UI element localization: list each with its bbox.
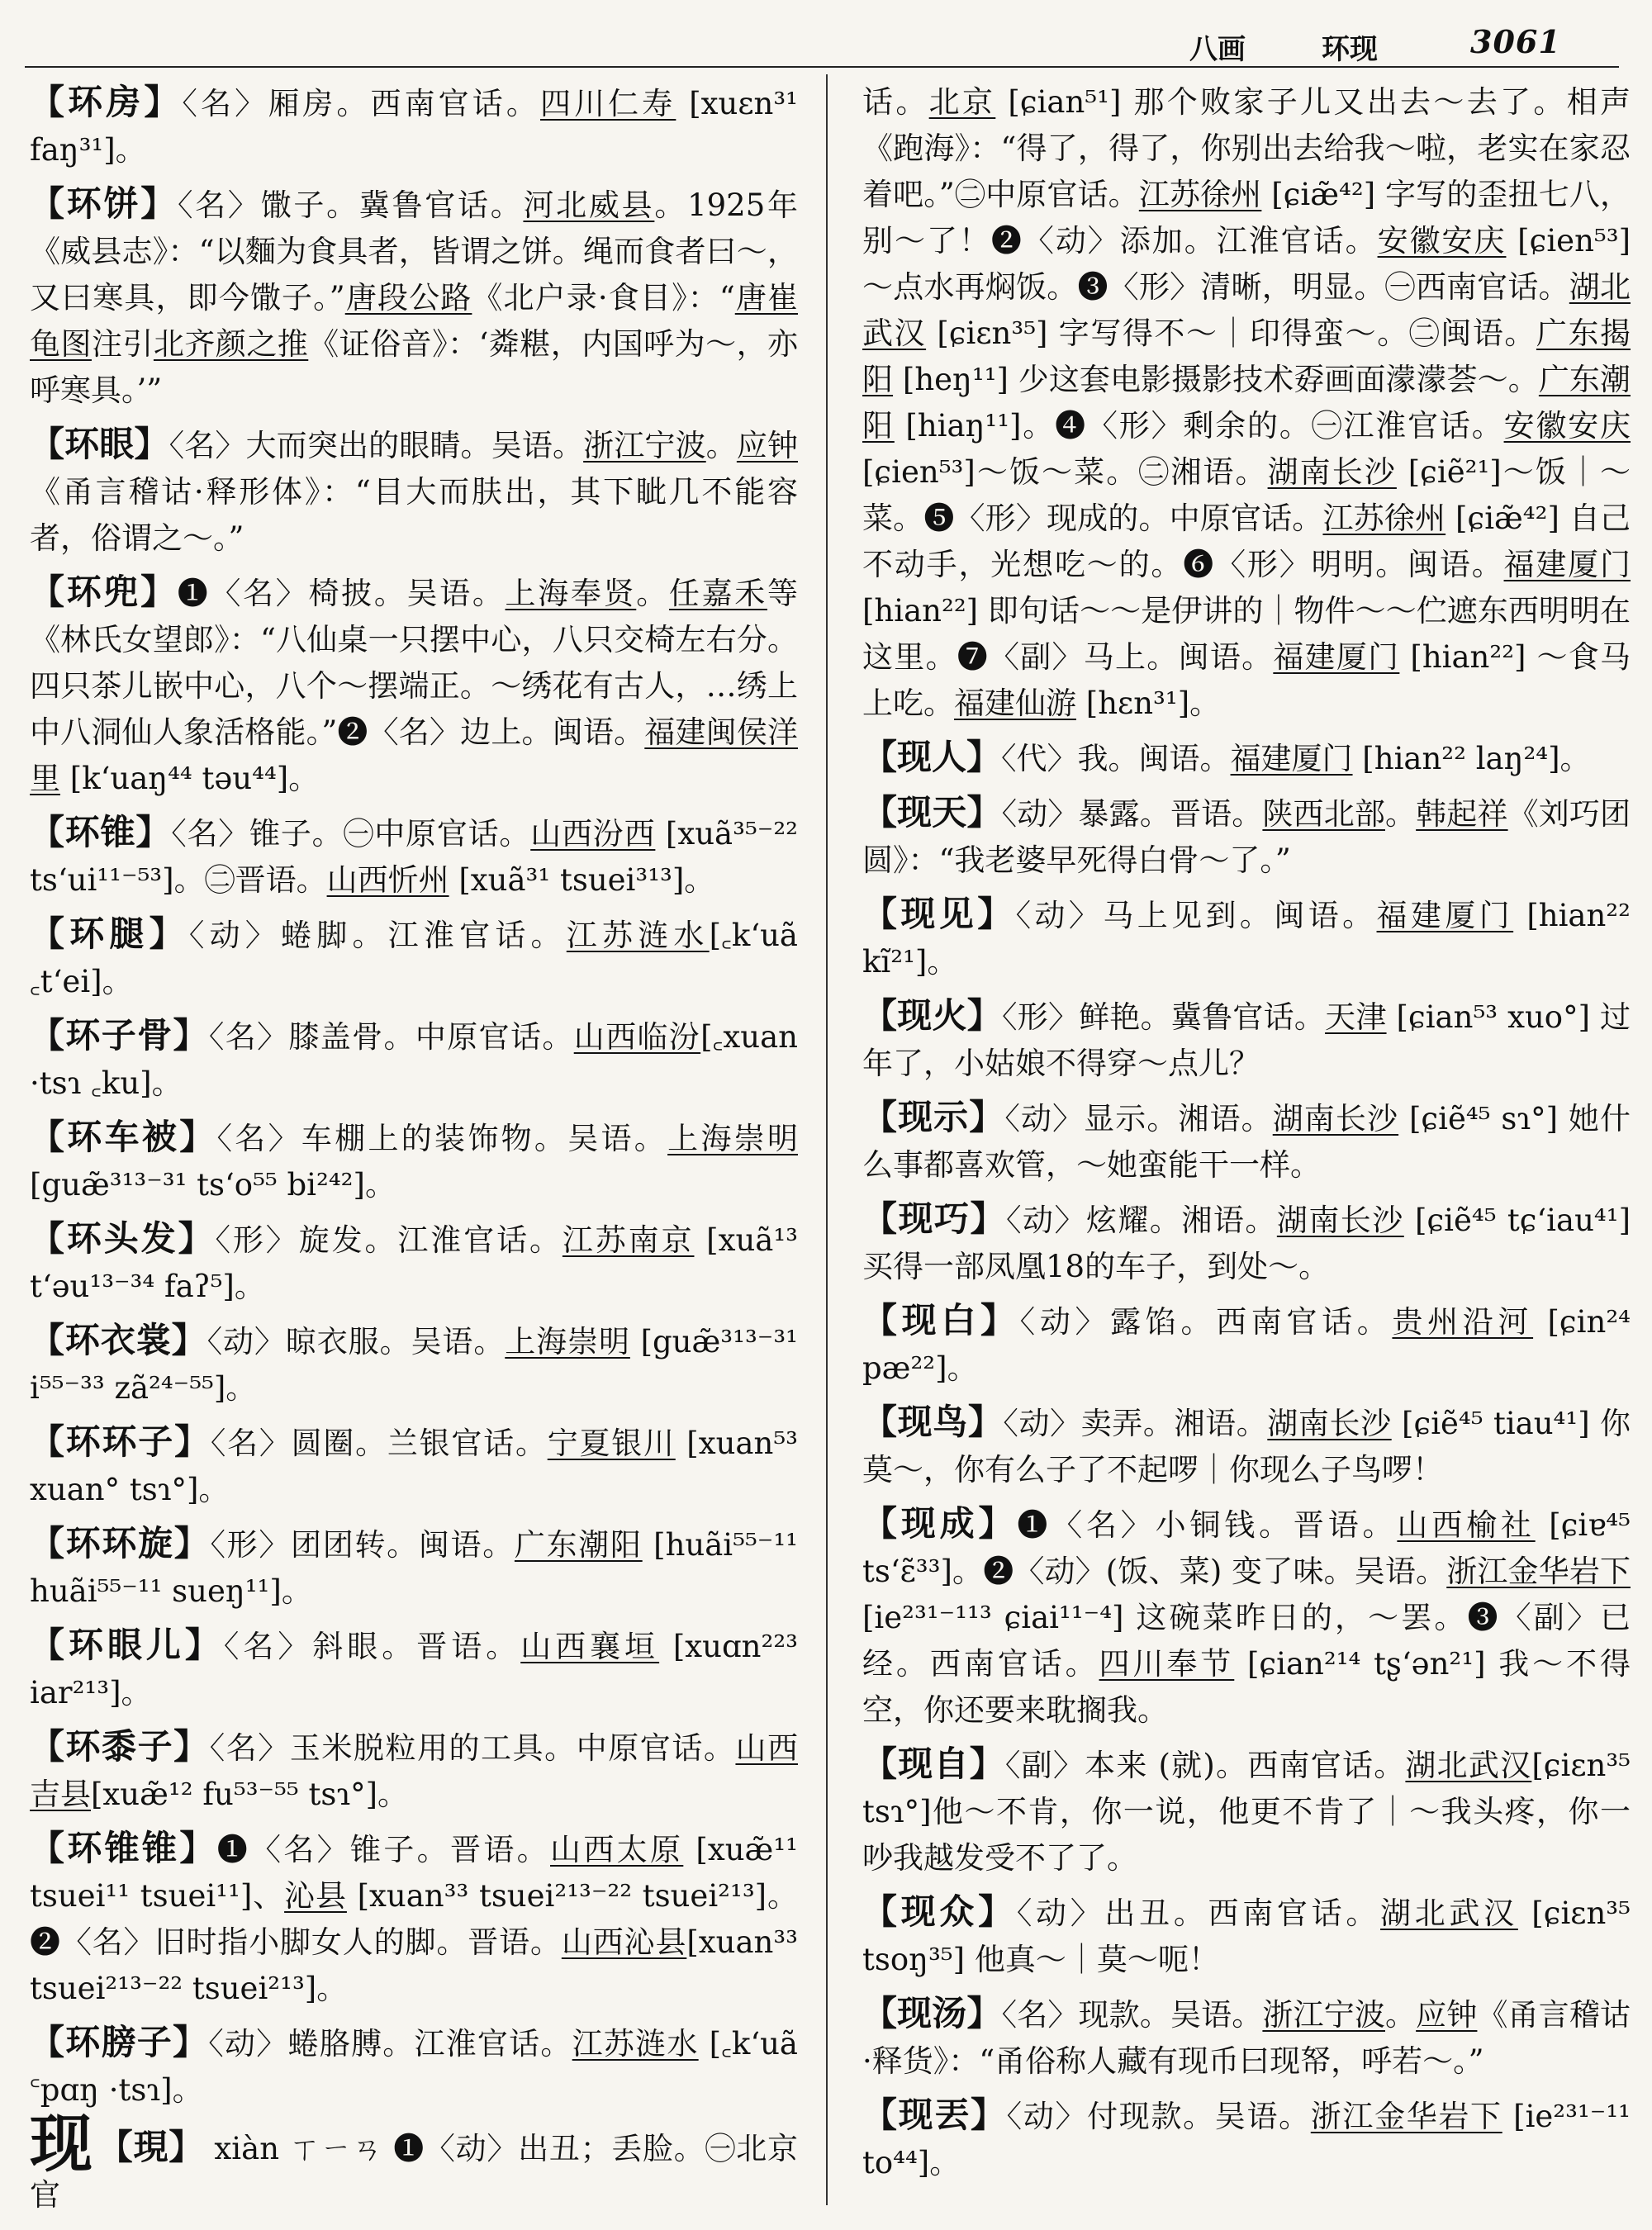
traditional-form: 【 現 】 (98, 2127, 204, 2167)
entry-headword: 【 环车被 】 (30, 1117, 216, 1157)
entry-headword: 【 现人 】 (862, 737, 1001, 777)
dictionary-entry (30, 1114, 798, 1208)
entry-headword: 【 现白 】 (862, 1300, 1020, 1340)
entry-definition: 〈动〉晾衣服。吴语。上海崇明 [guæ̃³¹³⁻³¹ i⁵⁵⁻³³ zã²⁴⁻⁵⁵]。 (30, 1324, 798, 1406)
entry-definition: 〈名〉圆圈。兰银官话。宁夏银川 [xuan⁵³ xuan° tsɿ°]。 (30, 1426, 798, 1507)
entry-headword: 【 现示 】 (862, 1097, 1004, 1137)
header-rule (25, 66, 1619, 68)
dictionary-entry (30, 1419, 798, 1513)
entry-definition: 〈动〉显示。湘语。湖南长沙 [ɕiẽ⁴⁵ sɿ°] 她什么事都喜欢管，～她蛮能干一样。 (862, 1101, 1631, 1183)
entry-headword: 【 环房 】 (30, 82, 182, 122)
dictionary-entry (862, 1399, 1631, 1493)
right-column (862, 79, 1631, 2194)
entry-definition: 〈名〉厢房。西南官话。四川仁寿 [xuɛn³¹ faŋ³¹]。 (30, 86, 799, 168)
entry-definition: 〈形〉旋发。江淮官话。江苏南京 [xuã¹³ t‘əu¹³⁻³⁴ faʔ⁵]。 (30, 1222, 798, 1304)
entry-definition: 〈代〉我。闽语。福建厦门 [hian²² laŋ²⁴]。 (1001, 741, 1591, 776)
header-characters: 环现 (1322, 33, 1378, 66)
entry-headword: 【 环环旋 】 (30, 1523, 210, 1563)
entry-definition: 〈形〉团团转。闽语。广东潮阳 [huãi⁵⁵⁻¹¹ huãi⁵⁵⁻¹¹ sueŋ¹¹]。 (30, 1527, 798, 1609)
dictionary-entry (862, 993, 1631, 1087)
entry-definition: 〈动〉露馅。西南官话。贵州沿河 [ɕin²⁴ pæ²²]。 (862, 1304, 1631, 1386)
entry-headword: 【 环腿 】 (30, 913, 189, 954)
entry-definition: ❶〈名〉小铜钱。晋语。山西榆社 [ɕiɐ⁴⁵ ts‘ɛ̃³³]。❷〈动〉(饭、菜) 变了味。吴语。浙江金华岩下 [ie²³¹⁻¹¹³ ɕiai¹¹⁻⁴] 这碗菜昨日的，～罢。❸〈副〉已经。西南官话。四川奉节 [ɕian²¹⁴ tʂ‘ən²¹] 我～不得空，你还要来耽搁我。 (862, 1507, 1631, 1728)
entry-headword: 【 环饼 】 (30, 183, 178, 224)
entry-definition: 〈名〉现款。吴语。浙江宁波。应钟《甬言稽诂·释货》：“甬俗称人藏有现币曰现帑，呼若～。” (862, 1997, 1631, 2079)
dictionary-entry (862, 1196, 1631, 1290)
page-header (1140, 23, 1602, 73)
dictionary-entry (862, 1094, 1631, 1189)
character-entry (30, 2107, 798, 2218)
dictionary-entry (862, 891, 1631, 985)
dictionary-entry (862, 1889, 1631, 1983)
dictionary-entry (862, 1741, 1631, 1881)
entry-headword: 【 环锥锥 】 (30, 1828, 217, 1868)
entry-headword: 【 环膀子 】 (30, 2022, 208, 2062)
page-number: 3061 (1470, 23, 1561, 60)
section-label: 八画 (1189, 33, 1246, 66)
dictionary-entry (30, 79, 798, 173)
entry-headword: 【 环眼儿 】 (30, 1625, 224, 1665)
dictionary-entry (30, 1013, 798, 1107)
entry-definition: 话。北京 [ɕian⁵¹] 那个败家子儿又出去～去了。相声《跑海》：“得了，得了，你别出去给我～啦，老实在家忍着吧。”㊁中原官话。江苏徐州 [ɕiæ̃⁴²] 字写的歪扭七八，别～了！❷〈动〉添加。江淮官话。安徽安庆 [ɕien⁵³] ～点水再焖饭。❸〈形〉清晰，明显。㊀西南官话。湖北武汉 [ɕiɛn³⁵] 字写得不～｜印得蛮～。㊁闽语。广东揭阳 [heŋ¹¹] 少这套电影摄影技术孬画面濛濛荟～。广东潮阳 [hiaŋ¹¹]。❹〈形〉剩余的。㊀江淮官话。安徽安庆 [ɕien⁵³]～饭～菜。㊁湘语。湖南长沙 [ɕiẽ²¹]～饭｜～菜。❺〈形〉现成的。中原官话。江苏徐州 [ɕiæ̃⁴²] 自己不动手，光想吃～的。❻〈形〉明明。闽语。福建厦门 [hian²²] 即句话～～是伊讲的｜物件～～伫遮东西明明在这里。❼〈副〉马上。闽语。福建厦门 [hian²²] ～食马上吃。福建仙游 [hɛn³¹]。 (862, 84, 1631, 721)
dictionary-entry (30, 1317, 798, 1412)
entry-headword: 【 现成 】 (862, 1503, 1017, 1544)
entry-definition: 〈名〉锥子。㊀中原官话。山西汾西 [xuã³⁵⁻²² ts‘ui¹¹⁻⁵³]。㊁晋语。山西忻州 [xuã³¹ tsuei³¹³]。 (30, 816, 798, 898)
dictionary-entry (30, 421, 798, 562)
entry-headword: 【 环兜 】 (30, 572, 178, 612)
entry-headword: 【 现汤 】 (862, 1993, 1002, 2033)
entry-headword: 【 现丟 】 (862, 2095, 1007, 2135)
entry-definition: 〈形〉鲜艳。冀鲁官话。天津 [ɕian⁵³ xuo°] 过年了，小姑娘不得穿～点儿？ (862, 999, 1631, 1081)
entry-headword: 【 环衣裳 】 (30, 1320, 207, 1360)
entry-headword: 【 环锥 】 (30, 812, 171, 852)
dictionary-entry (30, 809, 798, 904)
entry-definition: xiàn ㄒㄧㄢ ❶〈动〉出丑；丢脸。㊀北京官 (30, 2131, 798, 2213)
entry-definition: 〈动〉付现款。吴语。浙江金华岩下 [ie²³¹⁻¹¹ to⁴⁴]。 (862, 2099, 1631, 2180)
entry-definition: 〈名〉膝盖骨。中原官话。山西临汾[꜀xuan ·tsɿ ꜀ku]。 (30, 1019, 798, 1101)
entry-definition: 〈动〉炫耀。湘语。湖南长沙 [ɕiẽ⁴⁵ tɕ‘iau⁴¹] 买得一部凤凰18的车子，到处～。 (862, 1203, 1631, 1284)
entry-definition: 〈动〉马上见到。闽语。福建厦门 [hian²² kĩ²¹]。 (862, 898, 1631, 980)
entry-headword: 【 环黍子 】 (30, 1726, 210, 1767)
entry-headword: 【 现见 】 (862, 894, 1016, 934)
entry-definition: 〈副〉本来 (就)。西南官话。湖北武汉[ɕiɛn³⁵ tsɿ°]他～不肯，你一说，他更不肯了｜～我头疼，你一吵我越发受不了了。 (862, 1748, 1631, 1876)
entry-headword: 【 现巧 】 (862, 1198, 1006, 1239)
dictionary-entry (30, 569, 798, 802)
dictionary-entry (862, 1501, 1631, 1734)
dictionary-entry (862, 734, 1631, 782)
dictionary-entry (30, 2019, 798, 2114)
entry-headword: 【 环环子 】 (30, 1421, 211, 1462)
entry-definition: ❶〈名〉锥子。晋语。山西太原 [xuæ̃¹¹ tsuei¹¹ tsuei¹¹]、沁县 [xuan³³ tsuei²¹³⁻²² tsuei²¹³]。❷〈名〉旧时指小脚女人的脚。晋语。山西沁县[xuan³³ tsuei²¹³⁻²² tsuei²¹³]。 (30, 1832, 799, 2006)
entry-definition: 〈动〉暴露。晋语。陕西北部。韩起祥《刘巧团圆》：“我老婆早死得白骨～了。” (862, 796, 1631, 878)
entry-definition: 〈动〉卖弄。湘语。湖南长沙 [ɕiẽ⁴⁵ tiau⁴¹] 你莫～，你有么子了不起啰｜你现么子鸟啰！ (862, 1406, 1631, 1487)
entry-headword: 【 现众 】 (862, 1891, 1017, 1932)
dictionary-entry (30, 911, 798, 1005)
dictionary-entry (862, 790, 1631, 884)
entry-headword: 【 环子骨 】 (30, 1015, 209, 1056)
entry-definition: ❶〈名〉椅披。吴语。上海奉贤。任嘉禾等《林氏女望郎》：“八仙桌一只摆中心，八只交椅左右分。四只茶儿嵌中心，八个～摆端正。～绣花有古人，…绣上中八洞仙人象活格能。”❷〈名〉边上。闽语。福建闽侯洋里 [k‘uaŋ⁴⁴ təu⁴⁴]。 (30, 576, 798, 796)
entry-definition: 〈名〉馓子。冀鲁官话。河北威县。1925年《威县志》：“以麵为食具者，皆谓之饼。绳而食者曰～，又曰寒具，即今馓子。”唐段公路《北户录·食目》：“唐崔龟图注引北齐颜之推《证俗音》：‘粦糂，内国呼为～，亦呼寒具。’” (30, 187, 799, 408)
dictionary-entry (30, 1825, 798, 2012)
entry-definition: 〈名〉玉米脱粒用的工具。中原官话。山西吉县[xuæ̃¹² fu⁵³⁻⁵⁵ tsɿ°]。 (30, 1730, 798, 1812)
entry-definition: 〈动〉蜷脚。江淮官话。江苏涟水[꜀k‘uã ꜀t‘ei]。 (30, 918, 798, 999)
entry-headword: 【 环眼 】 (30, 424, 169, 464)
entry-headword: 【 现天 】 (862, 792, 1002, 833)
entry-definition: 〈名〉车棚上的装饰物。吴语。上海崇明 [guæ̃³¹³⁻³¹ ts‘o⁵⁵ bi²⁴²]。 (30, 1121, 798, 1203)
dictionary-entry (30, 1521, 798, 1615)
left-column (30, 79, 798, 2226)
entry-definition: 〈动〉蜷胳膊。江淮官话。江苏涟水 [꜀k‘uã ꜂pɑŋ ·tsɿ]。 (30, 2026, 798, 2108)
column-divider (826, 74, 828, 2205)
dictionary-entry (862, 2092, 1631, 2186)
dictionary-entry (30, 1216, 798, 1310)
dictionary-entry (862, 1298, 1631, 1392)
dictionary-entry (30, 1622, 798, 1716)
dictionary-entry (862, 79, 1631, 727)
dictionary-entry (862, 1990, 1631, 2085)
dictionary-entry (30, 1724, 798, 1818)
dictionary-entry (30, 181, 798, 414)
entry-definition: 〈动〉出丑。西南官话。湖北武汉 [ɕiɛn³⁵ tsoŋ³⁵] 他真～｜莫～呃！ (862, 1896, 1631, 1977)
entry-headword: 【 现自 】 (862, 1744, 1005, 1784)
entry-headword: 【 现鸟 】 (862, 1402, 1003, 1442)
entry-definition: 〈名〉大而突出的眼睛。吴语。浙江宁波。应钟《甬言稽诂·释形体》：“目大而肤出，其下眦几不能容者，俗谓之～。” (30, 428, 799, 556)
entry-definition: 〈名〉斜眼。晋语。山西襄垣 [xuɑn²²³ iar²¹³]。 (30, 1629, 798, 1710)
entry-headword: 【 现火 】 (862, 995, 1002, 1036)
entry-character: 现 (30, 2107, 93, 2180)
entry-headword: 【 环头发 】 (30, 1218, 216, 1259)
